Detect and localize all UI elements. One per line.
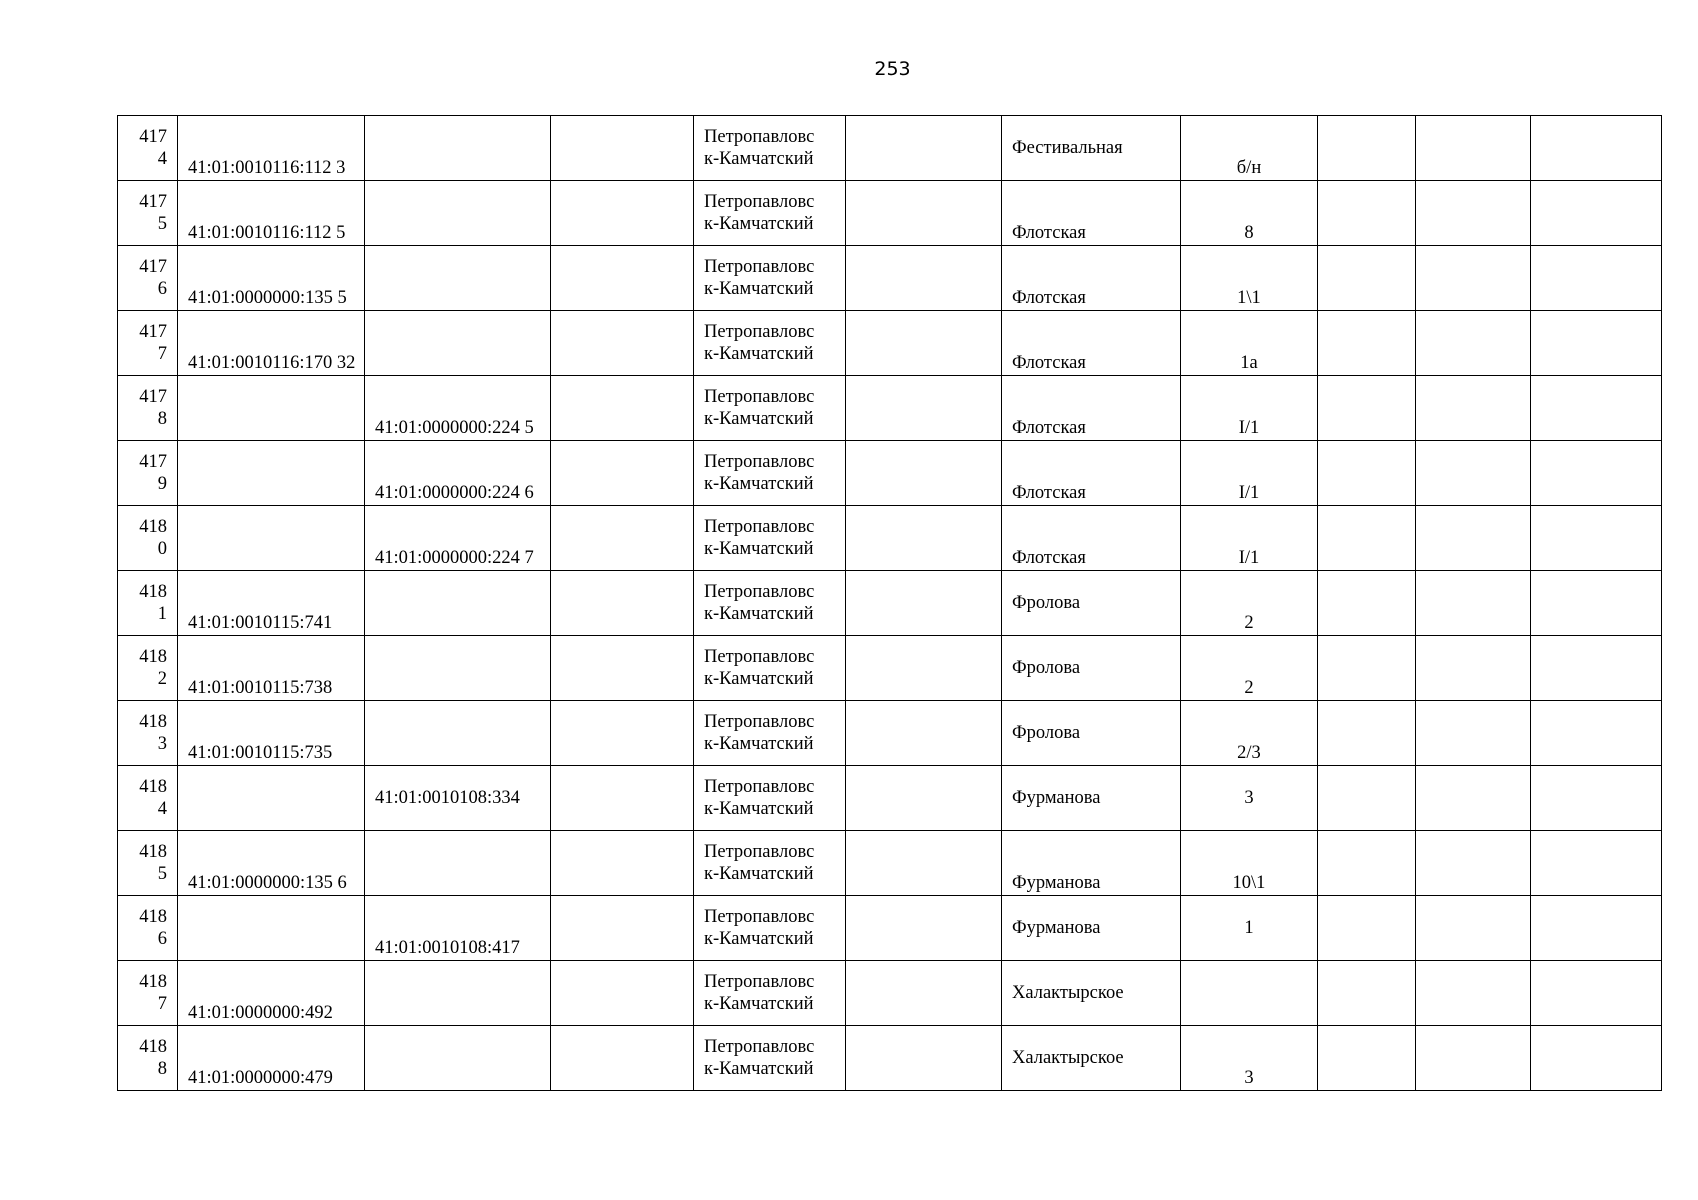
- empty-cell: [846, 506, 1002, 571]
- empty-cell: [1416, 636, 1531, 701]
- street-cell: [1002, 1026, 1181, 1091]
- house-number: 10\1: [1232, 873, 1266, 893]
- street-name: Флотская: [1012, 288, 1086, 308]
- empty-cell: [551, 376, 694, 441]
- row-number-cell: [118, 506, 178, 571]
- street-name: Фурманова: [1012, 918, 1101, 938]
- empty-cell: [846, 766, 1002, 831]
- street-cell: [1002, 961, 1181, 1026]
- street-cell: [1002, 636, 1181, 701]
- house-number-cell: [1181, 181, 1318, 246]
- house-number-cell: [1181, 1026, 1318, 1091]
- cadastral-number: 41:01:0010115:738: [188, 678, 333, 698]
- empty-cell: [551, 311, 694, 376]
- table-row: [118, 571, 1662, 636]
- house-number-cell: [1181, 311, 1318, 376]
- empty-cell: [551, 961, 694, 1026]
- house-number-cell: [1181, 896, 1318, 961]
- street-name: Фурманова: [1012, 788, 1101, 808]
- table-row: [118, 766, 1662, 831]
- street-cell: [1002, 896, 1181, 961]
- empty-cell: [1416, 701, 1531, 766]
- city-cell: [694, 246, 846, 311]
- empty-cell: [1318, 311, 1416, 376]
- street-cell: [1002, 701, 1181, 766]
- empty-cell: [1318, 246, 1416, 311]
- house-number-cell: [1181, 571, 1318, 636]
- city-name-line: к-Камчатский: [704, 474, 814, 494]
- empty-cell: [1318, 441, 1416, 506]
- cadastral-number: 41:01:0000000:135 5: [188, 288, 347, 308]
- registry-table: [117, 115, 1662, 1091]
- empty-cell: [1416, 116, 1531, 181]
- city-name-line: к-Камчатский: [704, 344, 814, 364]
- row-number-part: 418: [139, 972, 167, 992]
- cadastral-number-cell: [178, 246, 365, 311]
- empty-cell: [551, 506, 694, 571]
- city-name-line: к-Камчатский: [704, 279, 814, 299]
- row-number-part: 417: [139, 127, 167, 147]
- house-number-cell: [1181, 636, 1318, 701]
- city-name-line: Петропавловс: [704, 452, 815, 472]
- cadastral-number-cell: [178, 896, 365, 961]
- row-number-part: 6: [157, 279, 167, 299]
- city-name-line: Петропавловс: [704, 1037, 815, 1057]
- street-name: Флотская: [1012, 418, 1086, 438]
- empty-cell: [1318, 701, 1416, 766]
- row-number-cell: [118, 831, 178, 896]
- empty-cell: [1416, 961, 1531, 1026]
- empty-cell: [1318, 506, 1416, 571]
- empty-cell: [551, 701, 694, 766]
- empty-cell: [1531, 441, 1662, 506]
- empty-cell: [1531, 701, 1662, 766]
- street-cell: [1002, 506, 1181, 571]
- house-number-cell: [1181, 701, 1318, 766]
- table-row: [118, 311, 1662, 376]
- city-name-line: к-Камчатский: [704, 994, 814, 1014]
- house-number: 1: [1244, 918, 1254, 938]
- cadastral-number-2-cell: [365, 311, 551, 376]
- empty-cell: [1318, 116, 1416, 181]
- street-cell: [1002, 311, 1181, 376]
- empty-cell: [1416, 441, 1531, 506]
- row-number-part: 2: [157, 669, 167, 689]
- empty-cell: [551, 896, 694, 961]
- city-cell: [694, 506, 846, 571]
- city-cell: [694, 116, 846, 181]
- cadastral-number-cell: [178, 636, 365, 701]
- empty-cell: [1318, 1026, 1416, 1091]
- city-name-line: Петропавловс: [704, 127, 815, 147]
- empty-cell: [1416, 831, 1531, 896]
- cadastral-number-2-cell: [365, 636, 551, 701]
- table-row: [118, 961, 1662, 1026]
- house-number: 2/3: [1237, 743, 1261, 763]
- cadastral-number-2: 41:01:0010108:334: [375, 788, 520, 808]
- row-number-part: 418: [139, 517, 167, 537]
- street-cell: [1002, 571, 1181, 636]
- street-name: Флотская: [1012, 548, 1086, 568]
- cadastral-number-cell: [178, 311, 365, 376]
- cadastral-number-cell: [178, 376, 365, 441]
- empty-cell: [1416, 376, 1531, 441]
- empty-cell: [1531, 571, 1662, 636]
- city-name-line: Петропавловс: [704, 387, 815, 407]
- empty-cell: [1318, 571, 1416, 636]
- empty-cell: [1416, 181, 1531, 246]
- row-number-part: 417: [139, 322, 167, 342]
- row-number-cell: [118, 961, 178, 1026]
- city-name-line: к-Камчатский: [704, 149, 814, 169]
- cadastral-number: 41:01:0010116:170 32: [188, 353, 356, 373]
- cadastral-number-2-cell: [365, 896, 551, 961]
- empty-cell: [551, 636, 694, 701]
- cadastral-number: 41:01:0010115:741: [188, 613, 333, 633]
- house-number: 2: [1244, 678, 1254, 698]
- empty-cell: [551, 571, 694, 636]
- row-number-cell: [118, 376, 178, 441]
- row-number-part: 418: [139, 907, 167, 927]
- empty-cell: [846, 116, 1002, 181]
- cadastral-number-2-cell: [365, 506, 551, 571]
- city-name-line: Петропавловс: [704, 582, 815, 602]
- cadastral-number-2-cell: [365, 831, 551, 896]
- city-name-line: Петропавловс: [704, 517, 815, 537]
- empty-cell: [1531, 311, 1662, 376]
- empty-cell: [551, 246, 694, 311]
- table-row: [118, 1026, 1662, 1091]
- empty-cell: [846, 961, 1002, 1026]
- row-number-part: 417: [139, 452, 167, 472]
- cadastral-number-2-cell: [365, 116, 551, 181]
- house-number-cell: [1181, 506, 1318, 571]
- cadastral-number: 41:01:0000000:479: [188, 1068, 333, 1088]
- row-number-cell: [118, 181, 178, 246]
- city-cell: [694, 1026, 846, 1091]
- cadastral-number-2-cell: [365, 766, 551, 831]
- city-cell: [694, 181, 846, 246]
- cadastral-number-cell: [178, 506, 365, 571]
- city-cell: [694, 961, 846, 1026]
- empty-cell: [846, 636, 1002, 701]
- city-cell: [694, 701, 846, 766]
- cadastral-number-2-cell: [365, 571, 551, 636]
- table-row: [118, 636, 1662, 701]
- row-number-part: 417: [139, 387, 167, 407]
- row-number-part: 418: [139, 582, 167, 602]
- row-number-cell: [118, 246, 178, 311]
- cadastral-number-2-cell: [365, 246, 551, 311]
- house-number-cell: [1181, 831, 1318, 896]
- house-number-cell: [1181, 441, 1318, 506]
- house-number: 3: [1244, 788, 1254, 808]
- house-number-cell: [1181, 376, 1318, 441]
- empty-cell: [846, 246, 1002, 311]
- city-cell: [694, 376, 846, 441]
- row-number-part: 4: [157, 799, 167, 819]
- empty-cell: [1531, 961, 1662, 1026]
- empty-cell: [1531, 896, 1662, 961]
- city-name-line: к-Камчатский: [704, 409, 814, 429]
- row-number-part: 417: [139, 192, 167, 212]
- house-number: 2: [1244, 613, 1254, 633]
- city-name-line: Петропавловс: [704, 322, 815, 342]
- city-cell: [694, 311, 846, 376]
- empty-cell: [551, 831, 694, 896]
- empty-cell: [551, 766, 694, 831]
- empty-cell: [1531, 181, 1662, 246]
- house-number-cell: [1181, 961, 1318, 1026]
- empty-cell: [846, 311, 1002, 376]
- city-name-line: Петропавловс: [704, 192, 815, 212]
- city-name-line: к-Камчатский: [704, 864, 814, 884]
- empty-cell: [1416, 246, 1531, 311]
- cadastral-number-2-cell: [365, 376, 551, 441]
- table-row: [118, 506, 1662, 571]
- row-number-cell: [118, 1026, 178, 1091]
- row-number-cell: [118, 441, 178, 506]
- cadastral-number-cell: [178, 181, 365, 246]
- empty-cell: [1531, 766, 1662, 831]
- table-row: [118, 831, 1662, 896]
- city-cell: [694, 441, 846, 506]
- empty-cell: [1416, 896, 1531, 961]
- empty-cell: [1531, 116, 1662, 181]
- city-name-line: Петропавловс: [704, 777, 815, 797]
- city-cell: [694, 766, 846, 831]
- empty-cell: [551, 116, 694, 181]
- house-number: 1а: [1240, 353, 1258, 373]
- street-cell: [1002, 766, 1181, 831]
- empty-cell: [1416, 571, 1531, 636]
- cadastral-number-cell: [178, 701, 365, 766]
- table-row: [118, 116, 1662, 181]
- street-cell: [1002, 116, 1181, 181]
- house-number-cell: [1181, 766, 1318, 831]
- row-number-cell: [118, 636, 178, 701]
- city-name-line: к-Камчатский: [704, 604, 814, 624]
- empty-cell: [1318, 831, 1416, 896]
- table-row: [118, 701, 1662, 766]
- cadastral-number-cell: [178, 766, 365, 831]
- house-number-cell: [1181, 246, 1318, 311]
- table-row: [118, 896, 1662, 961]
- city-cell: [694, 571, 846, 636]
- city-name-line: к-Камчатский: [704, 1059, 814, 1079]
- table-body: [118, 116, 1662, 1091]
- table-row: [118, 181, 1662, 246]
- row-number-cell: [118, 766, 178, 831]
- empty-cell: [846, 831, 1002, 896]
- city-name-line: к-Камчатский: [704, 799, 814, 819]
- cadastral-number-2: 41:01:0000000:224 6: [375, 483, 534, 503]
- cadastral-number: 41:01:0000000:492: [188, 1003, 333, 1023]
- city-name-line: к-Камчатский: [704, 734, 814, 754]
- row-number-cell: [118, 701, 178, 766]
- row-number-cell: [118, 116, 178, 181]
- empty-cell: [846, 376, 1002, 441]
- street-name: Халактырское: [1012, 1048, 1124, 1068]
- city-cell: [694, 636, 846, 701]
- house-number-cell: [1181, 116, 1318, 181]
- row-number-cell: [118, 571, 178, 636]
- street-name: Халактырское: [1012, 983, 1124, 1003]
- street-name: Фурманова: [1012, 873, 1101, 893]
- empty-cell: [551, 441, 694, 506]
- cadastral-number-cell: [178, 441, 365, 506]
- row-number-part: 1: [157, 604, 167, 624]
- cadastral-number-2-cell: [365, 701, 551, 766]
- row-number-part: 3: [157, 734, 167, 754]
- empty-cell: [846, 571, 1002, 636]
- row-number-part: 417: [139, 257, 167, 277]
- city-name-line: Петропавловс: [704, 842, 815, 862]
- cadastral-number-cell: [178, 961, 365, 1026]
- city-name-line: Петропавловс: [704, 257, 815, 277]
- empty-cell: [1531, 376, 1662, 441]
- street-cell: [1002, 376, 1181, 441]
- empty-cell: [1318, 636, 1416, 701]
- cadastral-number-2-cell: [365, 961, 551, 1026]
- empty-cell: [1416, 1026, 1531, 1091]
- empty-cell: [1531, 636, 1662, 701]
- empty-cell: [1416, 766, 1531, 831]
- row-number-part: 7: [157, 994, 167, 1014]
- cadastral-number-2: 41:01:0000000:224 7: [375, 548, 534, 568]
- cadastral-number: 41:01:0010116:112 5: [188, 223, 346, 243]
- cadastral-number: 41:01:0010116:112 3: [188, 158, 346, 178]
- cadastral-number-cell: [178, 1026, 365, 1091]
- row-number-part: 5: [157, 214, 167, 234]
- street-cell: [1002, 831, 1181, 896]
- house-number: I/1: [1238, 483, 1260, 503]
- city-name-line: к-Камчатский: [704, 929, 814, 949]
- street-name: Флотская: [1012, 223, 1086, 243]
- empty-cell: [1531, 506, 1662, 571]
- empty-cell: [1531, 246, 1662, 311]
- street-name: Фролова: [1012, 593, 1081, 613]
- city-name-line: Петропавловс: [704, 972, 815, 992]
- empty-cell: [846, 441, 1002, 506]
- page-number: 253: [874, 58, 911, 80]
- street-name: Флотская: [1012, 353, 1086, 373]
- house-number: б/н: [1236, 158, 1262, 178]
- empty-cell: [1416, 506, 1531, 571]
- cadastral-number: 41:01:0010115:735: [188, 743, 333, 763]
- street-name: Фестивальная: [1012, 138, 1123, 158]
- street-cell: [1002, 246, 1181, 311]
- cadastral-number-2: 41:01:0010108:417: [375, 938, 520, 958]
- row-number-part: 418: [139, 1037, 167, 1057]
- empty-cell: [1318, 896, 1416, 961]
- cadastral-number-2-cell: [365, 1026, 551, 1091]
- cadastral-number-cell: [178, 116, 365, 181]
- city-name-line: к-Камчатский: [704, 214, 814, 234]
- empty-cell: [1531, 831, 1662, 896]
- street-cell: [1002, 441, 1181, 506]
- empty-cell: [846, 896, 1002, 961]
- street-name: Фролова: [1012, 723, 1081, 743]
- cadastral-number-2-cell: [365, 441, 551, 506]
- row-number-part: 418: [139, 777, 167, 797]
- row-number-part: 5: [157, 864, 167, 884]
- row-number-part: 8: [157, 1059, 167, 1079]
- empty-cell: [846, 701, 1002, 766]
- row-number-part: 418: [139, 647, 167, 667]
- row-number-part: 4: [157, 149, 167, 169]
- house-number: 1\1: [1237, 288, 1261, 308]
- cadastral-number-2-cell: [365, 181, 551, 246]
- city-name-line: Петропавловс: [704, 647, 815, 667]
- row-number-cell: [118, 311, 178, 376]
- city-cell: [694, 831, 846, 896]
- empty-cell: [846, 181, 1002, 246]
- row-number-part: 418: [139, 842, 167, 862]
- row-number-part: 9: [157, 474, 167, 494]
- cadastral-number-cell: [178, 571, 365, 636]
- empty-cell: [1318, 181, 1416, 246]
- table-row: [118, 376, 1662, 441]
- empty-cell: [1318, 376, 1416, 441]
- city-name-line: к-Камчатский: [704, 669, 814, 689]
- city-name-line: к-Камчатский: [704, 539, 814, 559]
- house-number: 8: [1244, 223, 1254, 243]
- empty-cell: [1318, 961, 1416, 1026]
- street-cell: [1002, 181, 1181, 246]
- street-name: Флотская: [1012, 483, 1086, 503]
- empty-cell: [846, 1026, 1002, 1091]
- cadastral-number: 41:01:0000000:135 6: [188, 873, 347, 893]
- house-number: I/1: [1238, 418, 1260, 438]
- city-name-line: Петропавловс: [704, 907, 815, 927]
- row-number-part: 6: [157, 929, 167, 949]
- empty-cell: [1416, 311, 1531, 376]
- row-number-part: 8: [157, 409, 167, 429]
- house-number: 3: [1244, 1068, 1254, 1088]
- cadastral-number-cell: [178, 831, 365, 896]
- house-number: I/1: [1238, 548, 1260, 568]
- cadastral-number-2: 41:01:0000000:224 5: [375, 418, 534, 438]
- street-name: Фролова: [1012, 658, 1081, 678]
- empty-cell: [1318, 766, 1416, 831]
- table-row: [118, 441, 1662, 506]
- row-number-part: 418: [139, 712, 167, 732]
- empty-cell: [551, 1026, 694, 1091]
- city-name-line: Петропавловс: [704, 712, 815, 732]
- table-row: [118, 246, 1662, 311]
- city-cell: [694, 896, 846, 961]
- empty-cell: [1531, 1026, 1662, 1091]
- row-number-cell: [118, 896, 178, 961]
- empty-cell: [551, 181, 694, 246]
- row-number-part: 0: [157, 539, 167, 559]
- row-number-part: 7: [157, 344, 167, 364]
